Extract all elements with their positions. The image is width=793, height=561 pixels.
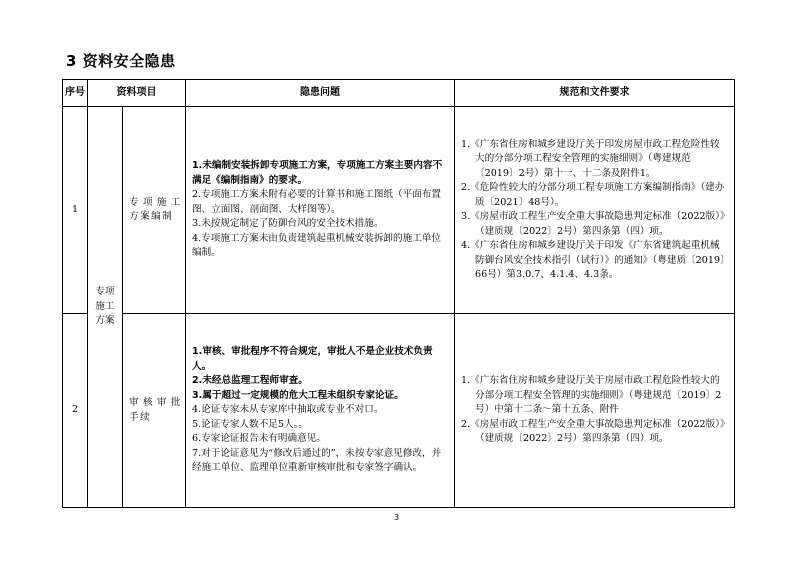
table-row (63, 314, 735, 508)
norms-cell (455, 314, 735, 508)
header-item: 资料项目 (88, 80, 186, 107)
norm-item: 2.《危险性较大的分部分项工程专项施工方案编制指南》（建办质〔2021〕48号）。 (461, 182, 725, 208)
norms-list (461, 374, 728, 447)
sub-item-cell: 审核审批手续 (123, 314, 186, 508)
hazard-item: 4.专项施工方案未由负责建筑起重机械安装拆卸的施工单位编制。 (192, 232, 441, 259)
norms-list (461, 138, 728, 283)
header-norms: 规范和文件要求 (455, 80, 735, 107)
hazard-table (62, 79, 735, 508)
header-seq: 序号 (63, 80, 88, 107)
hazard-item: 4.论证专家未从专家库中抽取或专业不对口。 (192, 404, 384, 416)
hazard-item: 3.未按规定制定了防御台风的安全技术措施。 (192, 218, 384, 230)
hazard-item: 6.专家论证报告未有明确意见。 (192, 433, 326, 445)
norms-cell (455, 107, 735, 314)
table-row (63, 107, 735, 314)
hazard-item: 5.论证专家人数不足5人。。 (192, 418, 308, 430)
section-title: 3 资料安全隐患 (66, 52, 176, 70)
hazard-item: 3.属于超过一定规模的危大工程未组织专家论证。 (192, 389, 404, 401)
norm-item: 1.《广东省住房和城乡建设厅关于印发房屋市政工程危险性较大的分部分项工程安全管理的实施细则》（粤建规范〔2019〕2号）第十一、十二条及附件1。 (461, 138, 720, 179)
hazard-list (192, 345, 448, 476)
hazard-item: 2.专项施工方案未附有必要的计算书和施工图纸（平面布置图、立面图、剖面图、大样图等）。 (192, 189, 441, 215)
norm-item: 4.《广东省住房和城乡建设厅关于印发《广东省建筑起重机械防御台风安全技术指引（试行）》的通知》（粤建质〔2019〕66号）第3.0.7、4.1.4、4.3条。 (461, 240, 725, 280)
norm-item: 1.《广东省住房和城乡建设厅关于房屋市政工程危险性较大的分部分项工程安全管理的实施细则》（粤建规范〔2019〕2号）中第十二条～第十五条、附件 (461, 375, 722, 416)
category-cell: 专项施工方案 (88, 107, 123, 508)
norm-item: 2.《房屋市政工程生产安全重大事故隐患判定标准（2022版）》（建质规〔2022〕2号）第四条第（四）项。 (461, 418, 725, 445)
hazard-cell (186, 107, 455, 314)
row-seq: 2 (63, 314, 88, 508)
norm-item: 3.《房屋市政工程生产安全重大事故隐患判定标准（2022版）》（建质规〔2022〕2号）第四条第（四）项。 (461, 211, 725, 237)
page-number: 3 (393, 513, 400, 522)
hazard-cell (186, 314, 455, 508)
hazard-list (192, 159, 448, 261)
header-hazard: 隐患问题 (186, 80, 455, 107)
table-header-row (63, 80, 735, 107)
hazard-item: 1.审核、审批程序不符合规定，审批人不是企业技术负责人。 (192, 346, 433, 372)
hazard-item: 1.未编制安装拆卸专项施工方案，专项施工方案主要内容不满足《编制指南》的要求。 (192, 160, 443, 186)
hazard-item: 7.对于论证意见为“修改后通过的”，未按专家意见修改，并经施工单位、监理单位重新审核审批和专家签字确认。 (192, 447, 442, 474)
row-seq: 1 (63, 107, 88, 314)
sub-item-cell: 专项施工方案编制 (123, 107, 186, 314)
hazard-item: 2.未经总监理工程师审查。 (192, 375, 308, 387)
